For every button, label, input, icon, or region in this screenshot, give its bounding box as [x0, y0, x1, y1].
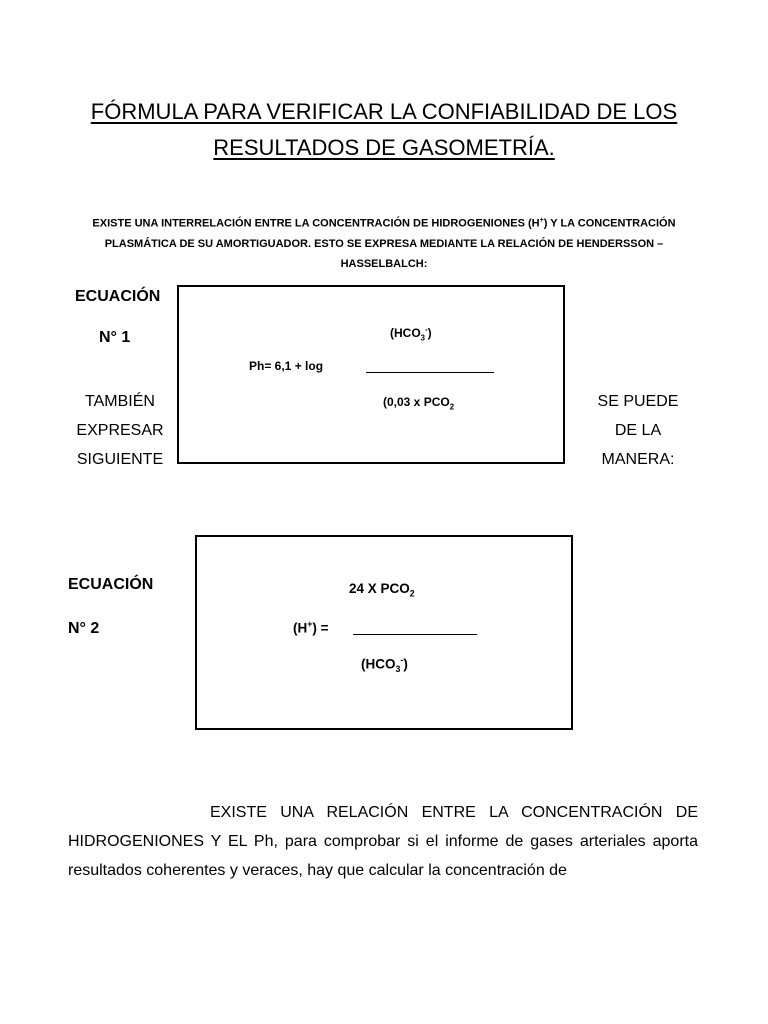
eq1-num-sup: -: [425, 325, 428, 334]
page-title: [60, 94, 708, 166]
equation-2-number: N° 2: [68, 620, 100, 637]
side-left-line-3: SIGUIENTE: [76, 451, 164, 468]
equation-1-number: N° 1: [99, 329, 131, 346]
equation-2-box: [195, 535, 573, 730]
side-right-line-1: SE PUEDE: [597, 393, 679, 410]
intro-text: [72, 210, 696, 274]
eq2-numerator: [349, 581, 415, 599]
eq2-num-base: 24 X PCO: [349, 581, 410, 596]
body-paragraph: [68, 798, 698, 885]
title-line-1: FÓRMULA PARA VERIFICAR LA CONFIABILIDAD DE LOS: [90, 99, 678, 124]
eq1-num-close: ): [427, 326, 432, 340]
equation-1-label: ECUACIÓN: [75, 288, 161, 305]
eq2-den-sup: -: [400, 655, 404, 665]
title-line-2: RESULTADOS DE GASOMETRÍA.: [213, 135, 555, 160]
eq2-fraction-line: [353, 634, 477, 635]
eq2-num-sub: 2: [409, 588, 415, 599]
side-left-line-2: EXPRESAR: [76, 422, 164, 439]
paragraph-line-1: EXISTE UNA RELACIÓN ENTRE LA CONCENTRACIÓN DE: [210, 804, 698, 821]
equation-2-label: ECUACIÓN: [68, 576, 154, 593]
eq2-lhs-close: ) =: [312, 620, 329, 636]
eq2-den-close: ): [403, 656, 408, 672]
side-left-line-1: TAMBIÉN: [85, 393, 155, 410]
eq2-den-base: (HCO: [361, 656, 396, 672]
intro-sup: +: [539, 216, 544, 224]
eq1-num-base: (HCO: [390, 326, 421, 340]
eq1-denominator: [383, 395, 454, 411]
eq1-fraction-line: [366, 372, 494, 373]
eq2-lhs-open: (H: [293, 620, 308, 636]
eq2-lhs-sup: +: [307, 619, 313, 629]
side-right-line-2: DE LA: [614, 422, 662, 439]
intro-part-2: ) Y LA CONCENTRACIÓN PLASMÁTICA DE SU AMORTIGUADOR. ESTO SE EXPRESA MEDIANTE LA RELACIÓN DE HENDERSSON – HASSELBALCH:: [104, 217, 676, 270]
eq1-den-sub: 2: [449, 402, 455, 412]
side-right-line-3: MANERA:: [601, 451, 675, 468]
side-text-left: [66, 387, 174, 474]
eq1-den-base: (0,03 x PCO: [383, 395, 450, 409]
eq2-den-sub: 3: [395, 664, 401, 675]
side-text-right: [588, 387, 688, 474]
eq2-lhs: [293, 619, 329, 636]
eq1-lhs: Ph= 6,1 + log: [249, 359, 324, 373]
eq1-num-sub: 3: [420, 333, 426, 343]
eq2-denominator: [361, 655, 408, 674]
paragraph-rest: HIDROGENIONES Y EL Ph, para comprobar si el informe de gases arteriales aporta resultados coherentes y veraces, hay que calcular la concentración de: [68, 833, 698, 879]
eq1-numerator: [390, 325, 432, 342]
intro-part-1: EXISTE UNA INTERRELACIÓN ENTRE LA CONCENTRACIÓN DE HIDROGENIONES (H: [92, 217, 540, 230]
equation-1-box: [177, 285, 565, 464]
